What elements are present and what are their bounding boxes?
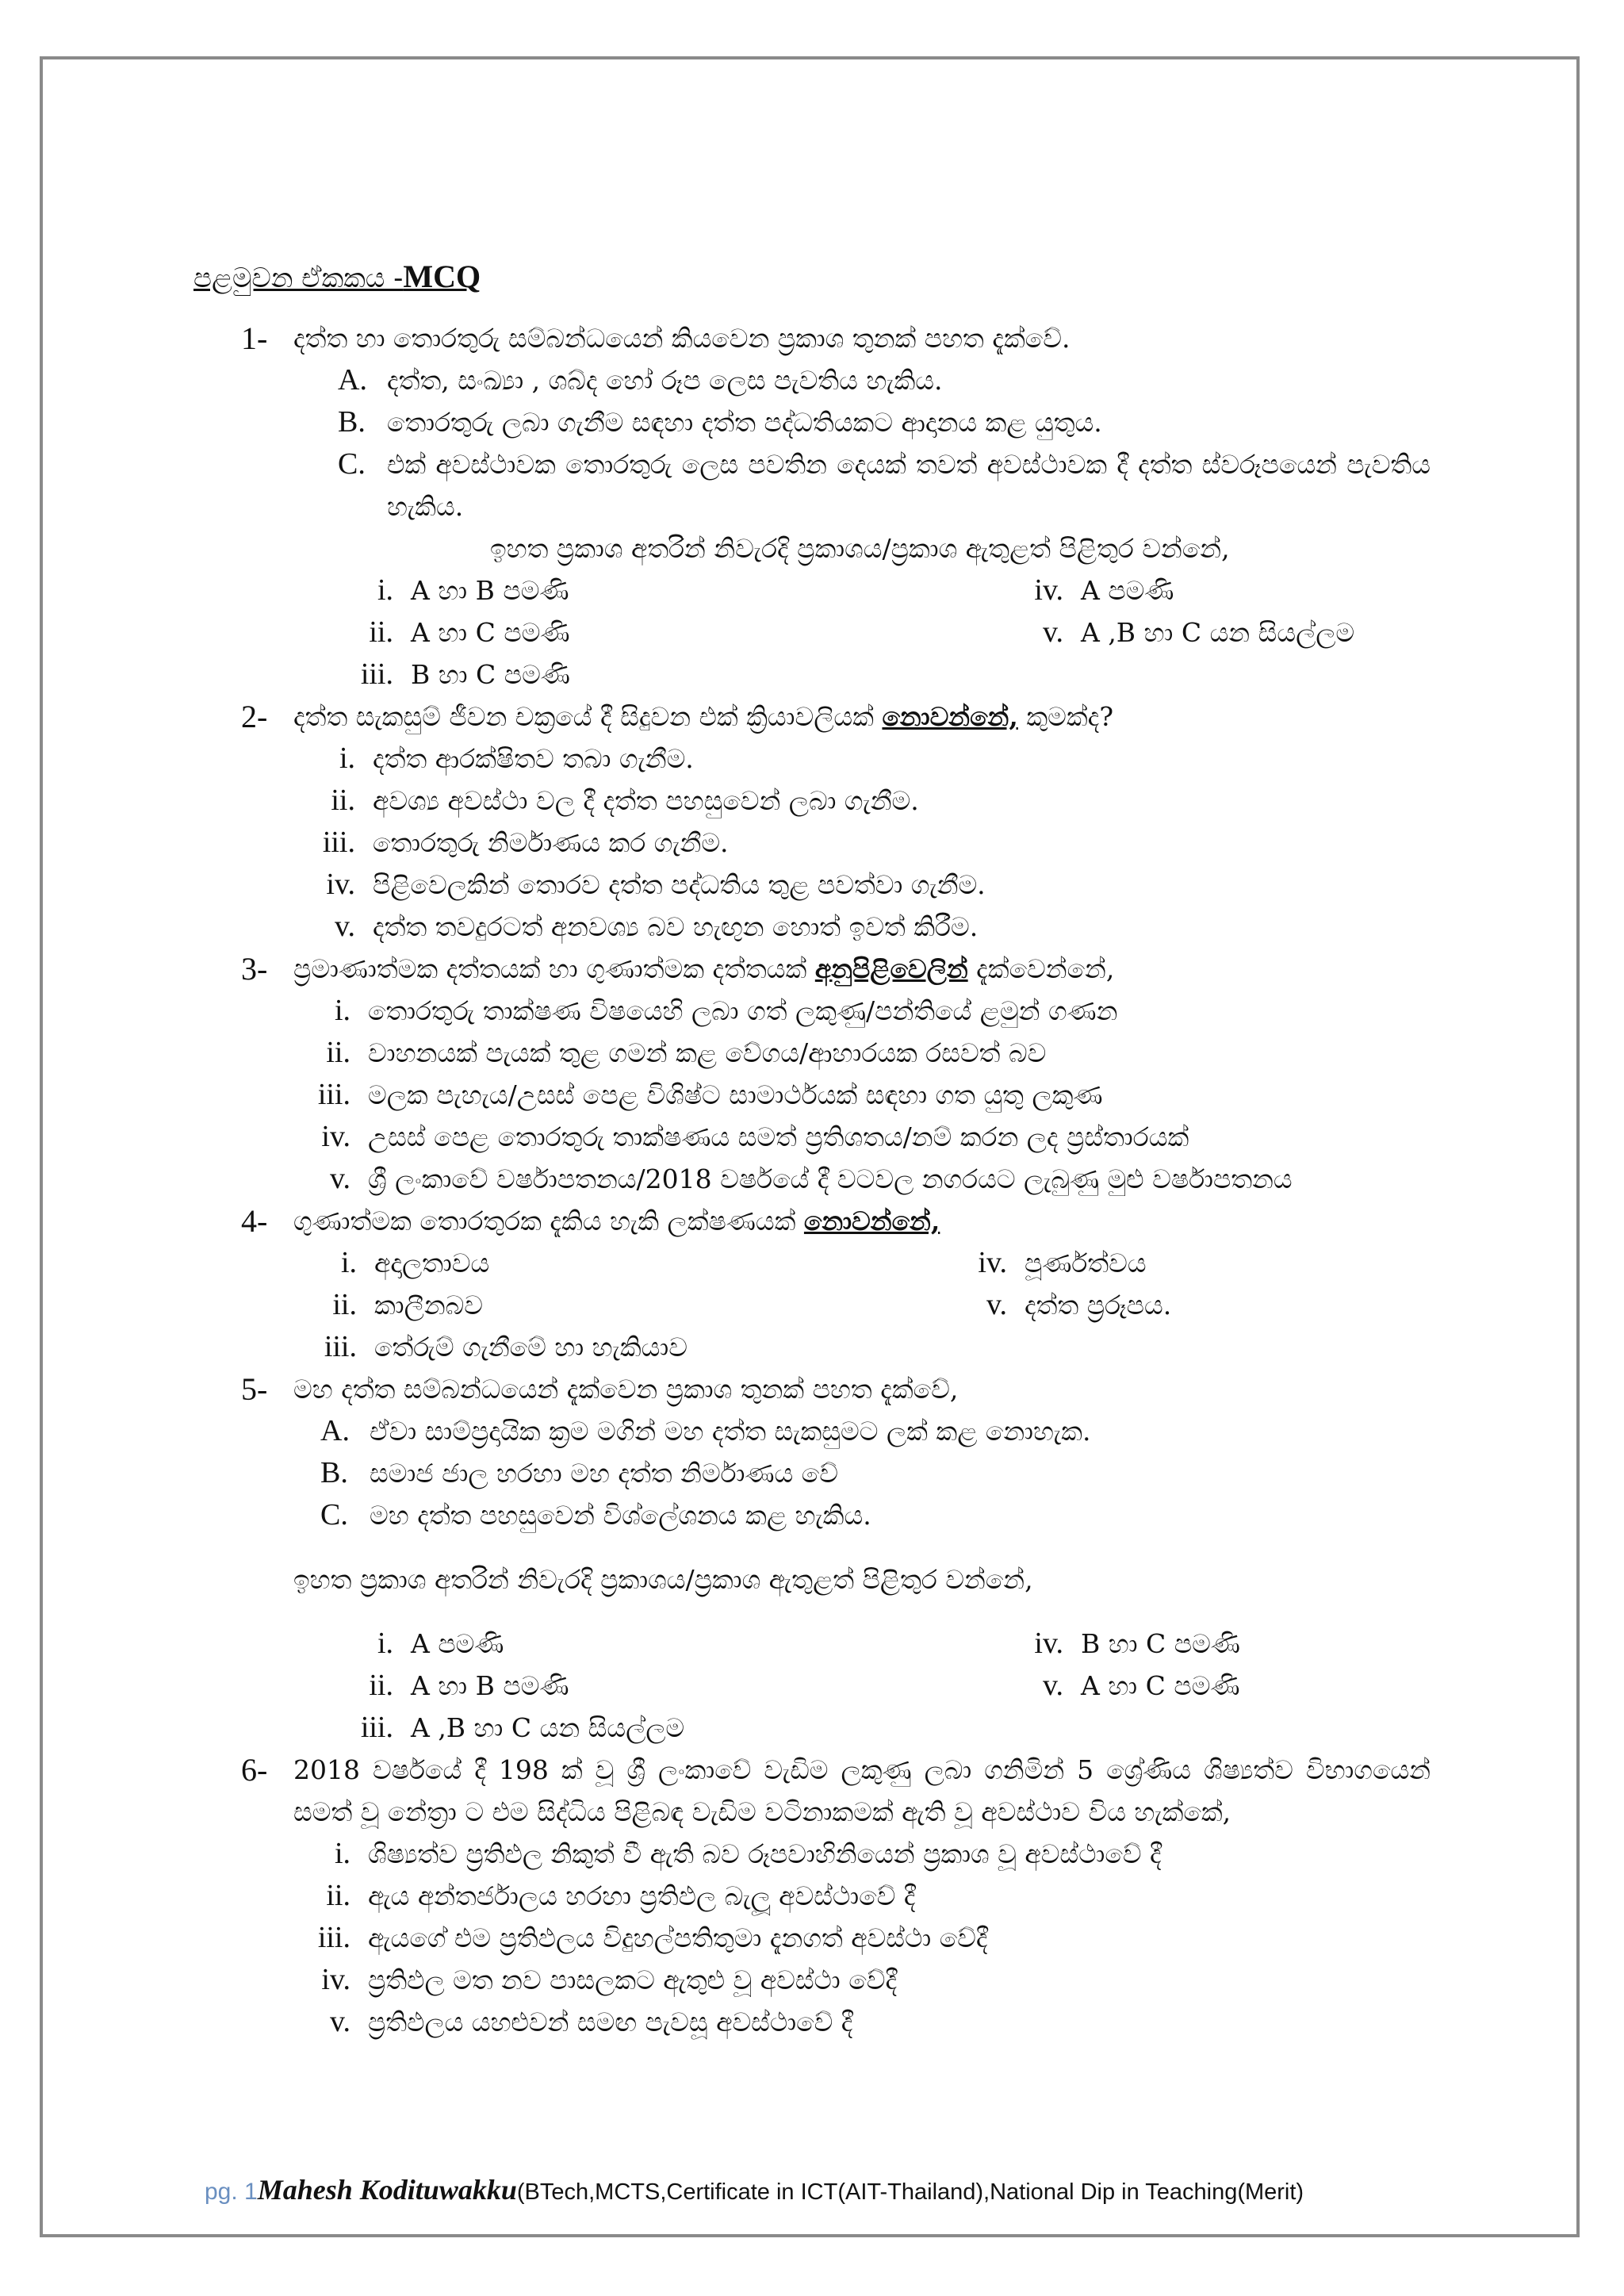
question-6	[193, 1749, 1431, 1833]
page-number: pg. 1	[205, 2179, 258, 2205]
question-text: දත්ත සැකසුම් ජීවන චක්‍රයේ දී සිදුවන එක් ක්‍රියාවලියක් නොවන්නේ, කුමක්ද?	[293, 701, 1114, 732]
q5-options	[336, 1623, 1431, 1749]
q5-statements	[293, 1410, 1431, 1623]
option: i. A හා B පමණි	[377, 573, 569, 607]
option: ii. අවශ්‍ය අවස්ථා වල දී දත්ත පහසුවෙන් ලබා ගැනීම.	[331, 784, 919, 817]
option: iv. උසස් පෙළ තොරතුරු තාක්ෂණය සමත් ප්‍රතිශතය/නම් කරන ලද ප්‍රස්තාරයක්	[321, 1120, 1189, 1153]
question-text: ගුණාත්මක තොරතුරක දැකිය හැකි ලක්ෂණයක් නොවන්නේ,	[293, 1205, 940, 1236]
option: i. තොරතුරු තාක්ෂණ විෂයෙහි ලබා ගත් ලකුණු/පන්තියේ ළමුන් ගණන	[334, 994, 1118, 1027]
option: iii. තොරතුරු නිර්මාණය කර ගැනීම.	[322, 826, 729, 859]
statement: B. සමාජ ජාල හරහා මහ දත්ත නිර්මාණය වේ	[320, 1456, 838, 1489]
option: i. අදාලතාවය	[340, 1246, 490, 1279]
page-footer	[205, 2173, 1304, 2206]
question-number: 2-	[241, 699, 268, 734]
q3-options	[300, 990, 1431, 1200]
option: v. ප්‍රතිඵලය යහළුවන් සමඟ පැවසූ අවස්ථාවේ දී	[329, 2005, 853, 2038]
statement: C. එක් අවස්ථාවක තොරතුරු ලෙස පවතින දෙයක් තවත් අවස්ථාවක දී දත්ත ස්වරූපයෙන් පැවතිය හැකිය.	[338, 447, 1431, 522]
question-text: 2018 වර්ෂයේ දී 198 ක් වූ ශ්‍රී ලංකාවේ වැඩිම ලකුණු ලබා ගනිමින් 5 ශ්‍රේණිය ශිෂ්‍යත්ව විභාගයෙන් සමත් වූ නේත්‍රා ට එම සිද්ධිය පිළිබඳ වැඩිම වටිනාකමක් ඇති වූ අවස්ථාව විය හැක්කේ,	[293, 1754, 1431, 1827]
option: iv. පිළිවෙලකින් තොරව දත්ත පද්ධතිය තුළ පවත්වා ගැනීම.	[326, 868, 986, 901]
question-text: දත්ත හා තොරතුරු සම්බන්ධයෙන් කියවෙන ප්‍රකාශ තුනක් පහත දැක්වේ.	[293, 323, 1071, 354]
question-text: මහ දත්ත සම්බන්ධයෙන් දැක්වෙන ප්‍රකාශ තුනක් පහත දැක්වේ,	[293, 1374, 959, 1405]
author-credentials: (BTech,MCTS,Certificate in ICT(AIT-Thailand),National Dip in Teaching(Merit)	[516, 2179, 1304, 2205]
q1-prompt: ඉහත ප්‍රකාශ අතරින් නිවැරදි ප්‍රකාශය/ප්‍රකාශ ඇතුළත් පිළිතුර වන්නේ,	[490, 533, 1230, 564]
q1-statements	[293, 359, 1431, 569]
option: iii. තේරුම් ගැනීමේ හා හැකියාව	[324, 1330, 688, 1363]
unit-heading: පළමුවන ඒකකය -MCQ	[193, 259, 481, 294]
question-number: 6-	[241, 1752, 268, 1788]
option: iv. ප්‍රතිඵල මත නව පාසලකට ඇතුළු වූ අවස්ථා වේදී	[321, 1963, 898, 1996]
option: i. දත්ත ආරක්ෂිතව තබා ගැනීම.	[339, 742, 694, 775]
statement: A. දත්ත, සංඛ්‍යා , ශබ්ද හෝ රූප ලෙස පැවතිය හැකිය.	[338, 363, 943, 397]
question-number: 4-	[241, 1203, 268, 1239]
option: v. A හා C පමණි	[1042, 1669, 1240, 1702]
q5-prompt: ඉහත ප්‍රකාශ අතරින් නිවැරදි ප්‍රකාශය/ප්‍රකාශ ඇතුළත් පිළිතුර වන්නේ,	[293, 1564, 1033, 1595]
question-text: ප්‍රමාණාත්මක දත්තයක් හා ගුණාත්මක දත්තයක් අනුපිළිවෙලින් දැක්වෙන්නේ,	[293, 953, 1115, 984]
document-body	[193, 255, 1431, 2043]
option: iii. මලක පැහැය/උසස් පෙළ විශිෂ්ට සාමාර්ථයක් සඳහා ගත යුතු ලකුණ	[317, 1078, 1103, 1111]
option: v. දත්ත තවදුරටත් අනවශ්‍ය බව හැඟුන හොත් ඉවත් කිරීම.	[334, 910, 979, 943]
option: iii. ඇයගේ එම ප්‍රතිඵලය විදුහල්පතිතුමා දැනගත් අවස්ථා වේදී	[317, 1921, 988, 1954]
option: ii. වාහනයක් පැයක් තුළ ගමන් කළ වේගය/ආහාරයක රසවත් බව	[326, 1036, 1047, 1069]
author-name: Mahesh Kodituwakku	[257, 2174, 517, 2206]
question-number: 3-	[241, 951, 268, 987]
question-1	[193, 317, 1431, 359]
option: ii. A හා B පමණි	[369, 1669, 569, 1702]
statement: B. තොරතුරු ලබා ගැනීම සඳහා දත්ත පද්ධතියකට ආදානය කළ යුතුය.	[338, 405, 1102, 439]
option: ii. A හා C පමණි	[369, 615, 570, 649]
question-number: 1-	[241, 320, 268, 356]
option: i. ශිෂ්‍යත්ව ප්‍රතිඵල නිකුත් වී ඇති බව රූපවාහිනියෙන් ප්‍රකාශ වූ අවස්ථාවේ දී	[334, 1837, 1162, 1870]
q6-options	[300, 1833, 1431, 2043]
option: ii. කාලීනබව	[332, 1288, 483, 1321]
question-2	[193, 696, 1431, 738]
option: iv. පූර්ණත්වය	[978, 1246, 1147, 1279]
option: iv. A පමණි	[1034, 573, 1174, 607]
question-4	[193, 1200, 1431, 1242]
question-5	[193, 1368, 1431, 1410]
option: v. A ,B හා C යන සියල්ලම	[1042, 615, 1355, 649]
option: iv. B හා C පමණි	[1034, 1627, 1240, 1660]
option: v. දත්ත ප්‍රරූපය.	[986, 1288, 1172, 1321]
q4-options	[300, 1242, 1431, 1368]
q1-options	[336, 569, 1431, 696]
question-3	[193, 948, 1431, 990]
option: iii. A ,B හා C යන සියල්ලම	[360, 1711, 685, 1744]
statement: A. ඒවා සාම්ප්‍රදායික ක්‍රම මගින් මහ දත්ත සැකසුමට ලක් කළ නොහැක.	[320, 1414, 1091, 1447]
option: i. A පමණි	[377, 1627, 504, 1660]
option: iii. B හා C පමණි	[360, 657, 570, 691]
option: ii. ඇය අන්තර්ජාලය හරහා ප්‍රතිඵල බැලූ අවස්ථාවේ දී	[326, 1879, 916, 1912]
statement: C. මහ දත්ත පහසුවෙන් විශ්ලේශනය කළ හැකිය.	[320, 1498, 871, 1531]
q2-options	[304, 738, 1431, 948]
option: v. ශ්‍රී ලංකාවේ වර්ෂාපතනය/2018 වර්ෂයේ දී වටවල නගරයට ලැබුණු මුළු වර්ෂාපතනය	[329, 1162, 1293, 1195]
question-number: 5-	[241, 1371, 268, 1407]
